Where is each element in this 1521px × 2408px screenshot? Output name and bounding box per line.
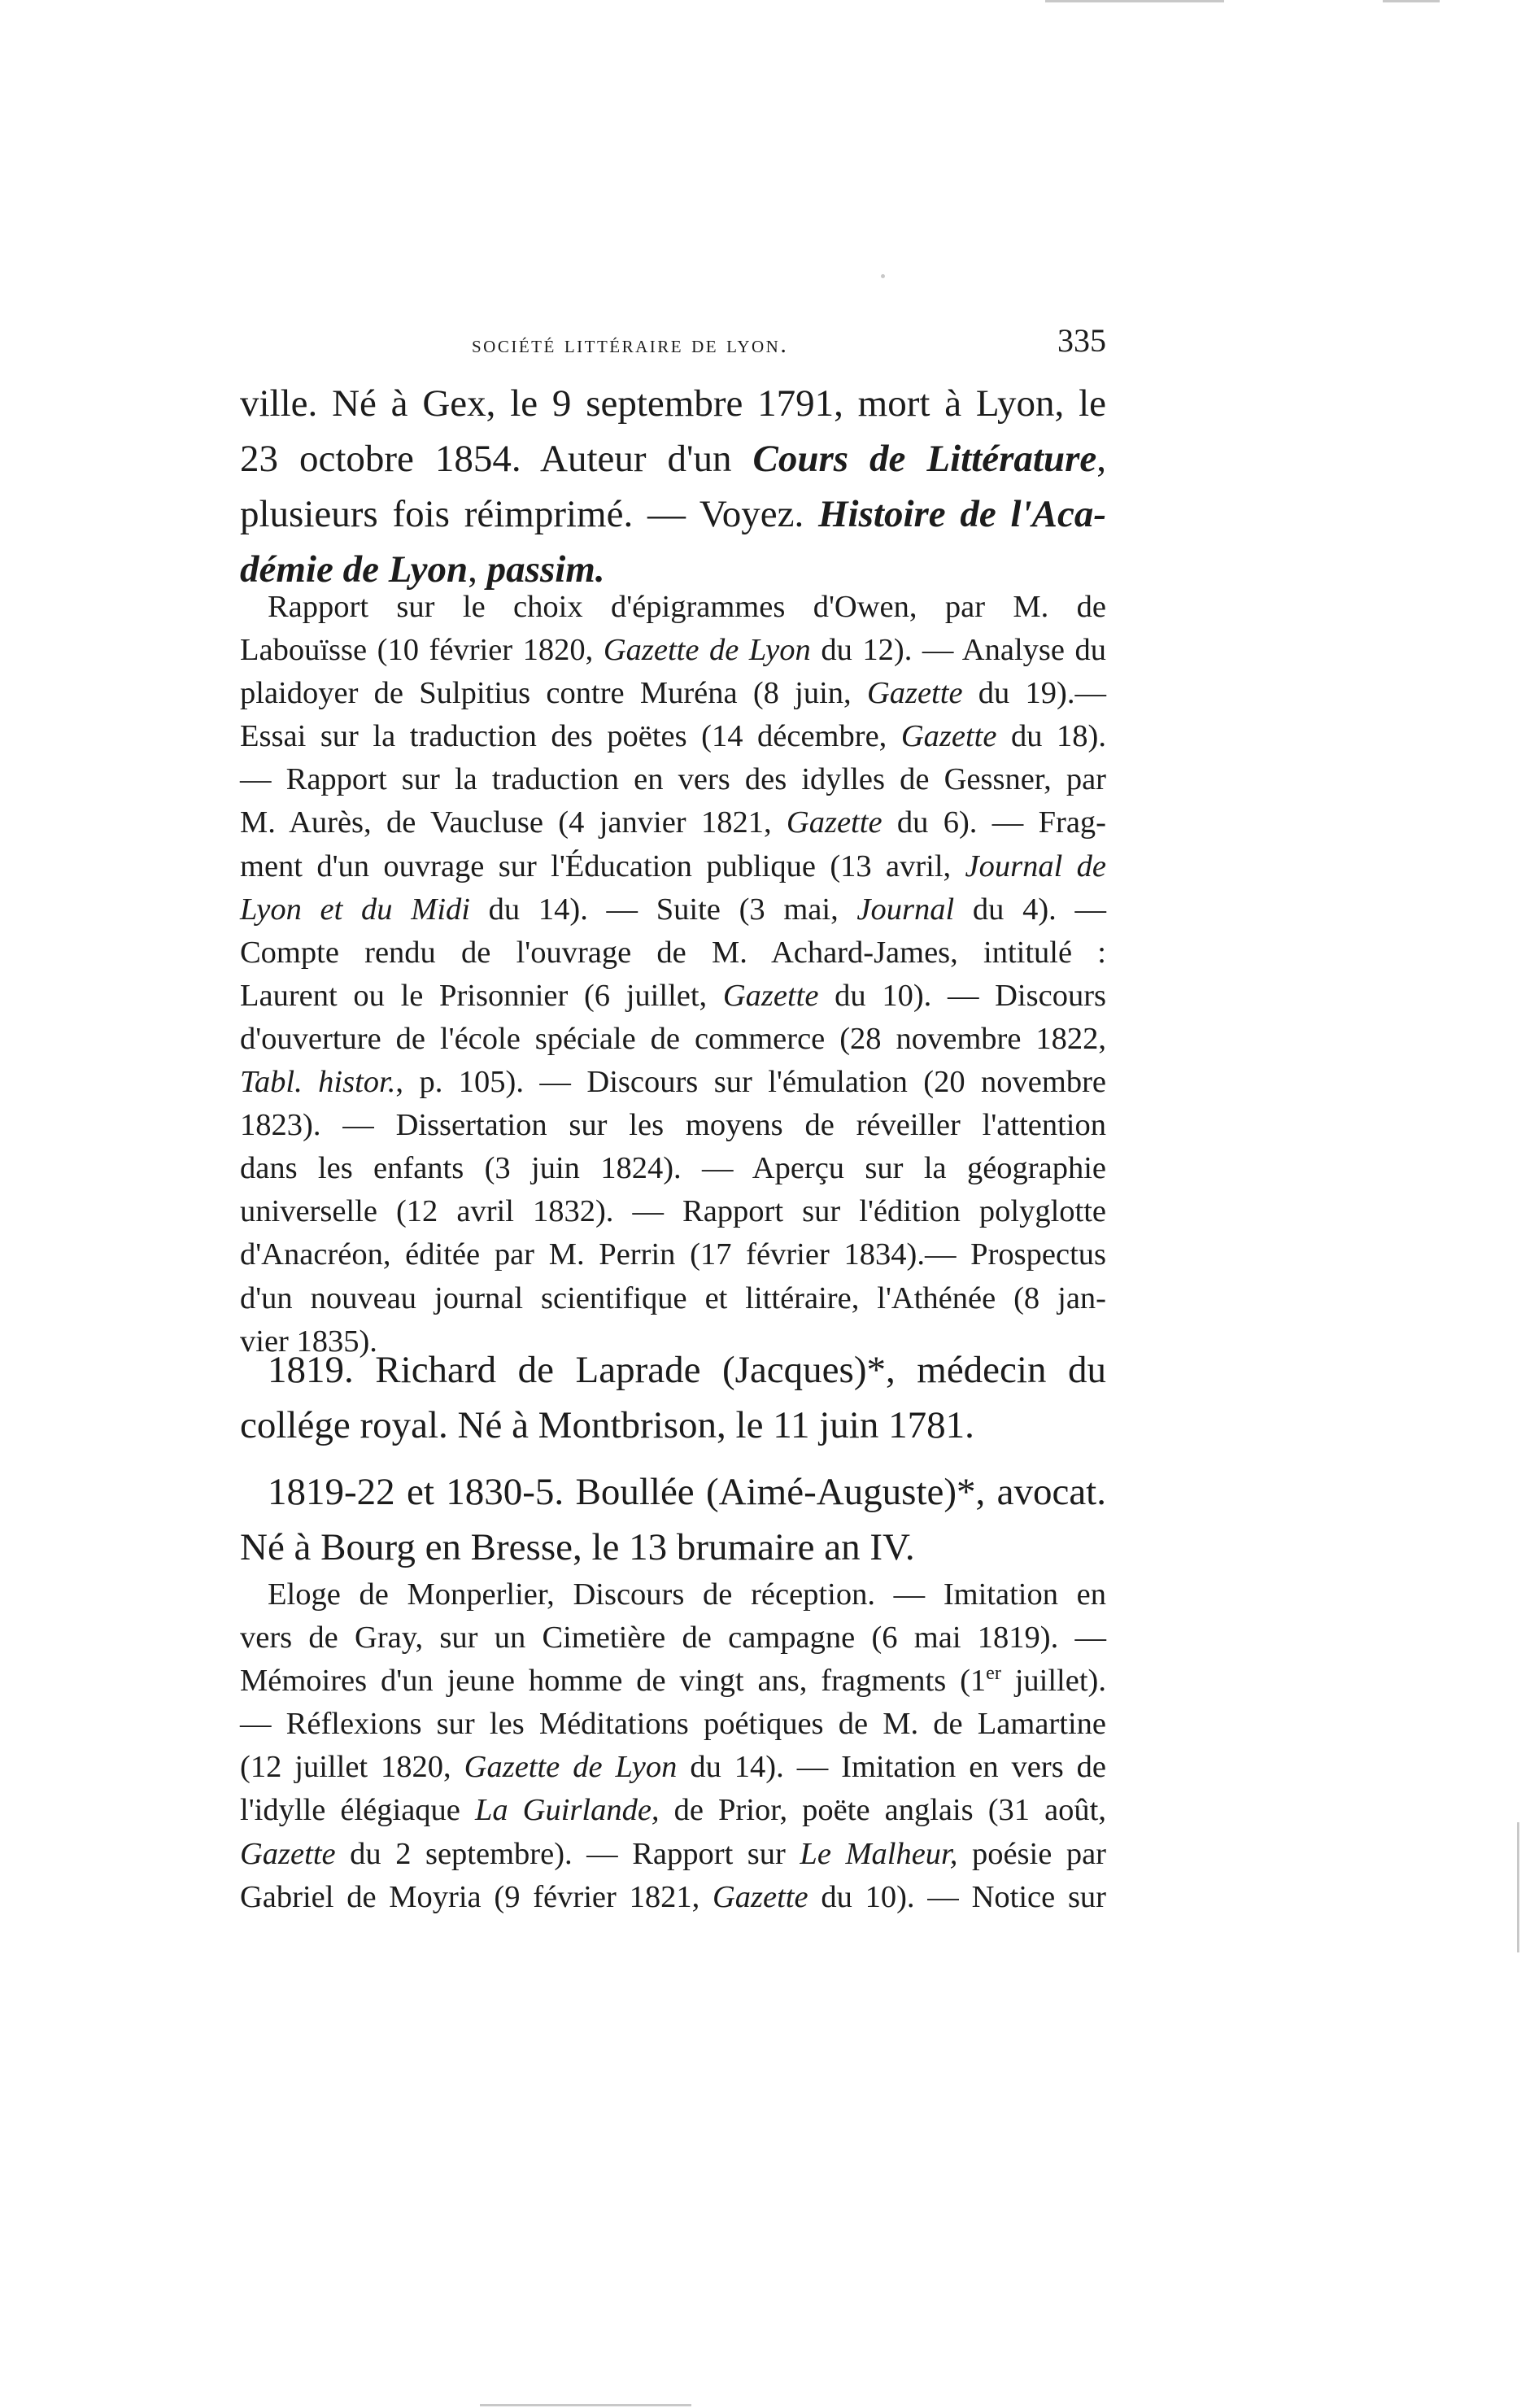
text-line: — Rapport sur la traduction en vers des idylles de Gessner, par <box>240 762 1106 797</box>
text-line: Eloge de Monperlier, Discours de réception. — Imitation en <box>268 1577 1106 1612</box>
text-line: 1823). — Dissertation sur les moyens de réveiller l'attention <box>240 1108 1106 1143</box>
text-line: 1819. Richard de Laprade (Jacques)*, médecin du <box>268 1349 1106 1391</box>
paragraph-continuation <box>240 376 1106 597</box>
text-line: (12 juillet 1820, Gazette de Lyon du 14). — Imitation en vers de <box>240 1750 1106 1785</box>
text-line: M. Aurès, de Vaucluse (4 janvier 1821, Gazette du 6). — Frag- <box>240 805 1106 840</box>
text-line: Lyon et du Midi du 14). — Suite (3 mai, Journal du 4). — <box>240 892 1106 927</box>
text-line: d'ouverture de l'école spéciale de commerce (28 novembre 1822, <box>240 1021 1106 1056</box>
paragraph-works-list <box>240 586 1106 1363</box>
text-line: Gazette du 2 septembre). — Rapport sur Le Malheur, poésie par <box>240 1836 1107 1871</box>
running-title: société littéraire de lyon. <box>472 331 789 358</box>
text-line: démie de Lyon, passim. <box>240 548 605 591</box>
scan-mark-right <box>1517 1822 1519 1952</box>
text-line: ment d'un ouvrage sur l'Éducation publique (13 avril, Journal de <box>240 848 1106 883</box>
text-line: collége royal. Né à Montbrison, le 11 juin 1781. <box>240 1404 974 1446</box>
text-line: Laurent ou le Prisonnier (6 juillet, Gazette du 10). — Discours <box>240 978 1107 1013</box>
entry-richard-de-laprade <box>240 1342 1106 1453</box>
page-header <box>240 321 1106 370</box>
text-line: l'idylle élégiaque La Guirlande, de Prior, poëte anglais (31 août, <box>240 1793 1107 1828</box>
scan-mark-top-right <box>1383 0 1440 2</box>
text-line: vier 1835). <box>240 1324 377 1359</box>
text-line: universelle (12 avril 1832). — Rapport sur l'édition polyglotte <box>240 1194 1106 1229</box>
text-line: plaidoyer de Sulpitius contre Muréna (8 juin, Gazette du 19).— <box>240 676 1106 711</box>
text-line: Mémoires d'un jeune homme de vingt ans, fragments (1er juillet). <box>240 1663 1106 1699</box>
text-line: ville. Né à Gex, le 9 septembre 1791, mort à Lyon, le <box>240 382 1106 425</box>
text-line: Né à Bourg en Bresse, le 13 brumaire an IV. <box>240 1526 915 1568</box>
text-line: plusieurs fois réimprimé. — Voyez. Histoire de l'Aca- <box>240 493 1106 535</box>
page-number: 335 <box>1057 322 1106 359</box>
text-line: Essai sur la traduction des poëtes (14 décembre, Gazette du 18). <box>240 719 1106 754</box>
entry-boullee <box>240 1464 1106 1575</box>
text-line: 23 octobre 1854. Auteur d'un Cours de Littérature, <box>240 438 1106 480</box>
text-line: 1819-22 et 1830-5. Boullée (Aimé-Auguste)*, avocat. <box>268 1471 1106 1513</box>
text-line: — Réflexions sur les Méditations poétiques de M. de Lamartine <box>240 1707 1106 1742</box>
scan-mark-bottom <box>480 2404 691 2406</box>
text-line: d'Anacréon, éditée par M. Perrin (17 février 1834).— Prospectus <box>240 1237 1106 1272</box>
text-line: d'un nouveau journal scientifique et littéraire, l'Athénée (8 jan- <box>240 1280 1106 1315</box>
text-line: Labouïsse (10 février 1820, Gazette de Lyon du 12). — Analyse du <box>240 633 1107 668</box>
text-line: Tabl. histor., p. 105). — Discours sur l'émulation (20 novembre <box>240 1065 1106 1100</box>
paragraph-boullee-works <box>240 1573 1106 1919</box>
text-line: Gabriel de Moyria (9 février 1821, Gazette du 10). — Notice sur <box>240 1879 1106 1914</box>
text-line: vers de Gray, sur un Cimetière de campagne (6 mai 1819). — <box>240 1621 1106 1656</box>
text-line: Compte rendu de l'ouvrage de M. Achard-James, intitulé : <box>240 935 1106 970</box>
text-line: dans les enfants (3 juin 1824). — Aperçu sur la géographie <box>240 1151 1106 1186</box>
scan-dot <box>881 274 885 278</box>
text-line: Rapport sur le choix d'épigrammes d'Owen, par M. de <box>268 590 1106 624</box>
scan-mark-top <box>1045 0 1224 2</box>
